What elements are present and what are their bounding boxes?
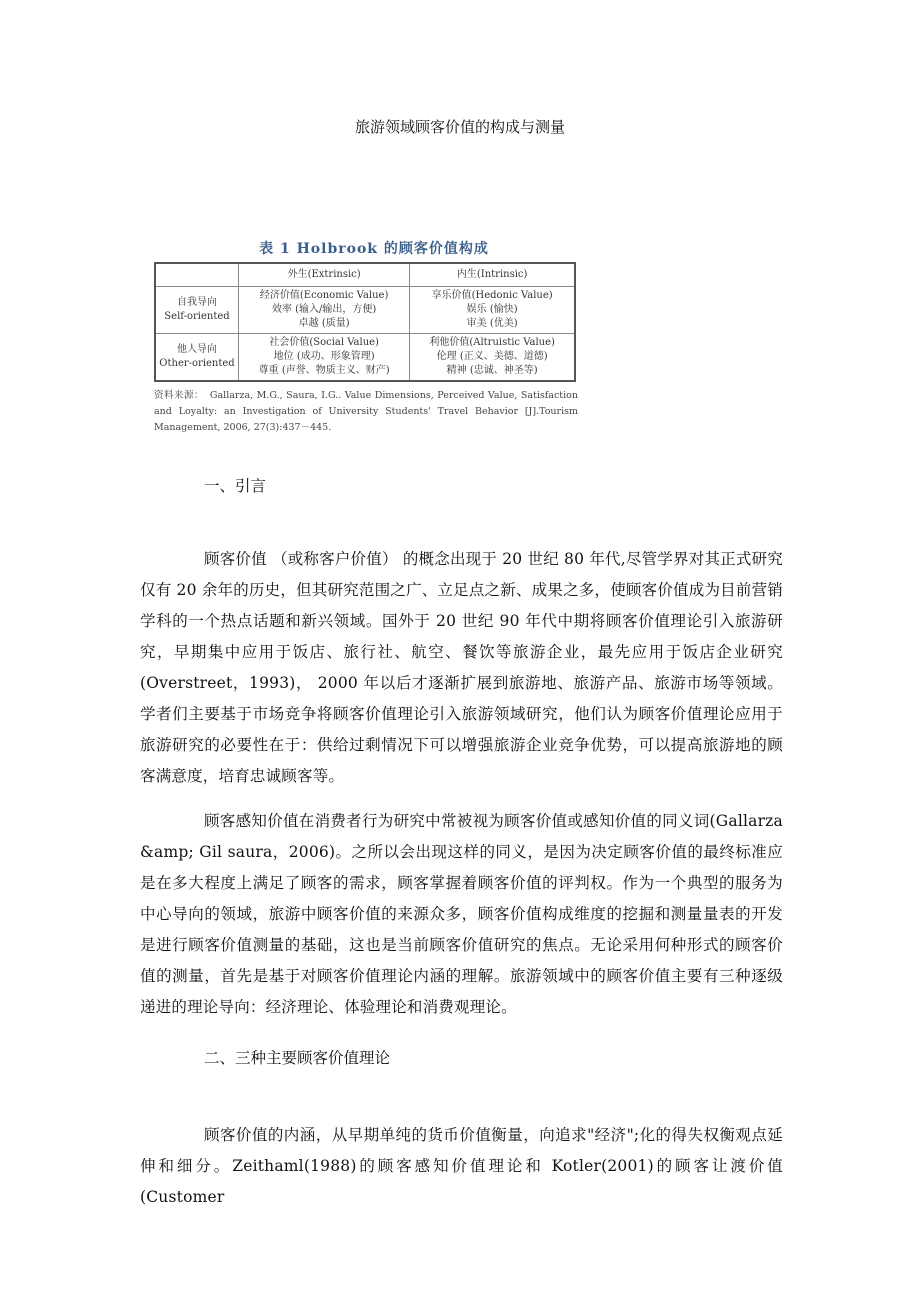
source-label: 资料来源： <box>154 390 204 401</box>
cell-line: 利他价值(Altruistic Value) <box>429 337 555 348</box>
document-title: 旅游领域顾客价值的构成与测量 <box>354 118 565 136</box>
section-heading-three-theories: 二、三种主要顾客价值理论 <box>204 1049 391 1067</box>
cell-line: 社会价值(Social Value) <box>269 337 379 348</box>
row-header-cn: 他人导向 <box>177 344 217 355</box>
table-row <box>155 334 575 382</box>
paragraph: 顾客价值 （或称客户价值） 的概念出现于 20 世纪 80 年代,尽管学界对其正式研究仅有 20 余年的历史，但其研究范围之广、立足点之新、成果之多，使顾客价值成为目前营销学科的一个热点话题和新兴领域。国外于 20 世纪 90 年代中期将顾客价值理论引入旅游研究，早期集中应用于饭店、旅行社、航空、餐饮等旅游企业，最先应用于饭店企业研究(Overstreet，1993)， 2000 年以后才逐渐扩展到旅游地、旅游产品、旅游市场等领域。学者们主要基于市场竞争将顾客价值理论引入旅游领域研究，他们认为顾客价值理论应用于旅游研究的必要性在于：供给过剩情况下可以增强旅游企业竞争优势，可以提高旅游地的顾客满意度，培育忠诚顾客等。 <box>140 550 783 785</box>
cell-social-value <box>239 334 410 382</box>
table-header-row <box>155 263 575 287</box>
source-citation: Gallarza, M.G., Saura, I.G.. Value Dimensions, Perceived Value, Satisfaction and Loyalty: an Investigation of University Students' Travel Behavior [J].Tourism Management, 2006, 27(3):437－445. <box>154 390 578 433</box>
cell-line: 尊重 (声誉、物质主义、财产) <box>258 365 390 376</box>
cell-line: 精神 (忠诚、神圣等) <box>446 365 538 376</box>
cell-line: 娱乐 (愉快) <box>466 304 518 315</box>
column-header-extrinsic: 外生(Extrinsic) <box>239 263 410 287</box>
cell-line: 卓越 (质量) <box>298 318 350 329</box>
figure-table-1 <box>154 238 578 436</box>
cell-line: 效率 (输入/输出，方便) <box>271 304 377 315</box>
cell-line: 经济价值(Economic Value) <box>259 290 389 301</box>
figure-caption: 表 1 Holbrook 的顾客价值构成 <box>259 241 489 257</box>
section-heading-introduction: 一、引言 <box>204 477 267 495</box>
cell-line: 审美 (优美) <box>466 318 518 329</box>
row-header-cn: 自我导向 <box>177 297 217 308</box>
column-header-intrinsic: 内生(Intrinsic) <box>410 263 575 287</box>
cell-economic-value <box>239 287 410 334</box>
row-header-other-oriented <box>155 334 239 382</box>
figure-source <box>154 388 578 436</box>
table-row <box>155 287 575 334</box>
cell-line: 享乐价值(Hedonic Value) <box>431 290 553 301</box>
paragraph: 顾客价值的内涵，从早期单纯的货币价值衡量，向追求"经济";化的得失权衡观点延伸和细分。Zeithaml(1988)的顾客感知价值理论和 Kotler(2001)的顾客让渡价值(Customer <box>140 1126 783 1206</box>
cell-line: 伦理 (正义、美德、道德) <box>436 351 548 362</box>
value-table <box>154 262 576 382</box>
cell-line: 地位 (成功、形象管理) <box>273 351 375 362</box>
row-header-en: Self-oriented <box>164 311 230 322</box>
cell-hedonic-value <box>410 287 575 334</box>
paragraph: 顾客感知价值在消费者行为研究中常被视为顾客价值或感知价值的同义词(Gallarza &amp; Gil saura，2006)。之所以会出现这样的同义，是因为决定顾客价值的最终标准应是在多大程度上满足了顾客的需求，顾客掌握着顾客价值的评判权。作为一个典型的服务为中心导向的领域，旅游中顾客价值的来源众多，顾客价值构成维度的挖掘和测量量表的开发是进行顾客价值测量的基础，这也是当前顾客价值研究的焦点。无论采用何种形式的顾客价值的测量，首先是基于对顾客价值理论内涵的理解。旅游领域中的顾客价值主要有三种逐级递进的理论导向：经济理论、体验理论和消费观理论。 <box>140 812 783 1016</box>
row-header-en: Other-oriented <box>159 358 235 369</box>
row-header-self-oriented <box>155 287 239 334</box>
cell-altruistic-value <box>410 334 575 382</box>
table-corner-cell <box>155 263 239 287</box>
